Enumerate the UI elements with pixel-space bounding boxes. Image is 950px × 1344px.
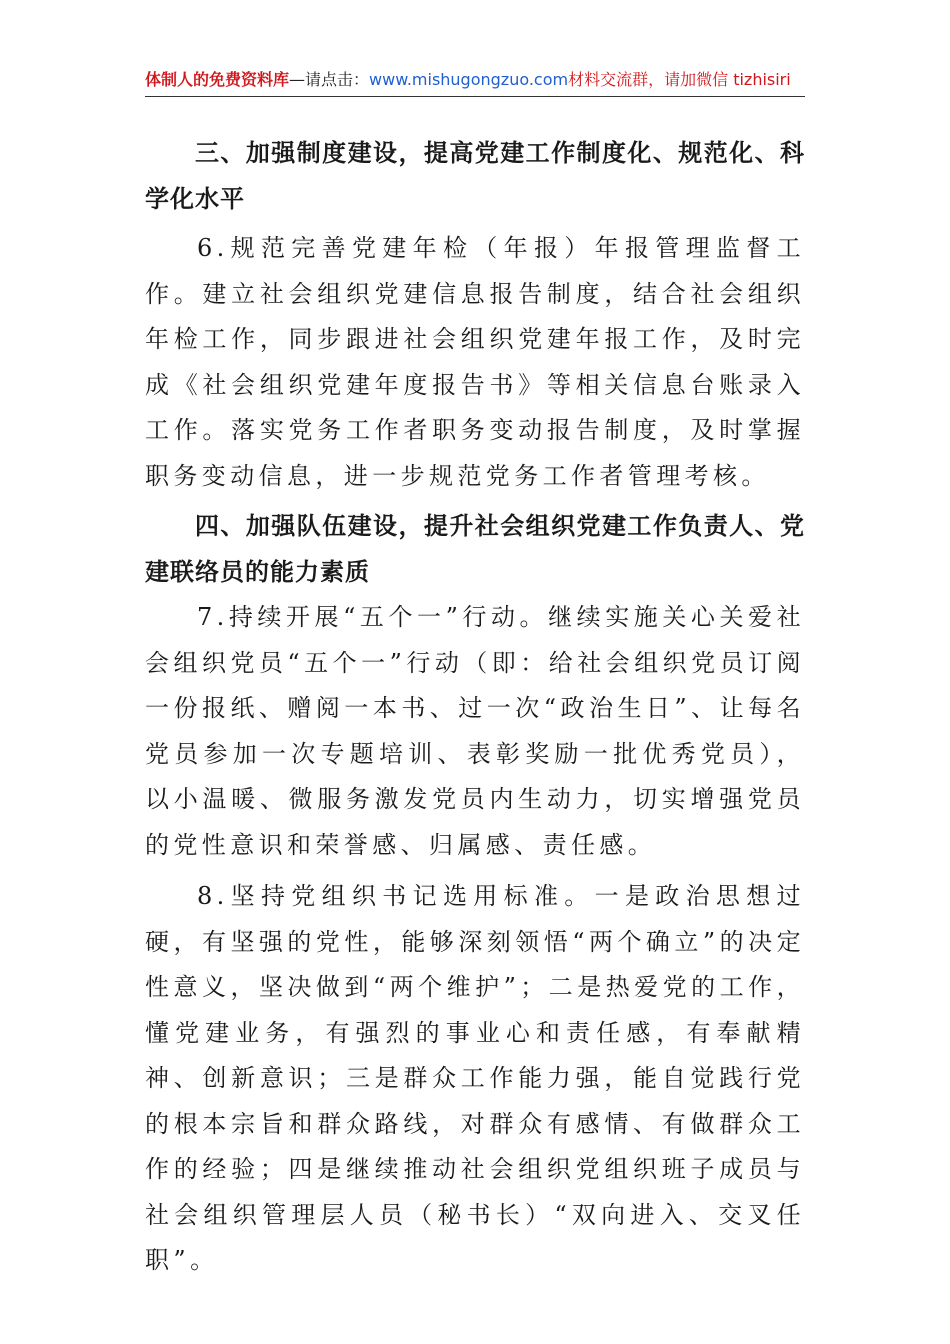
paragraph-8: 8.坚持党组织书记选用标准。一是政治思想过硬，有坚强的党性，能够深刻领悟“两个确立”的决定性意义，坚决做到“两个维护”；二是热爱党的工作，懂党建业务，有强烈的事业心和责任感，有奉献精神、创新意识；三是群众工作能力强，能自觉践行党的根本宗旨和群众路线，对群众有感情、有做群众工作的经验；四是继续推动社会组织党组织班子成员与社会组织管理层人员（秘书长）“双向进入、交叉任职”。 bbox=[145, 882, 805, 1274]
page-header bbox=[145, 66, 805, 97]
header-prompt: —请点击： bbox=[289, 70, 370, 89]
document-body bbox=[145, 130, 805, 1284]
header-contact: 材料交流群，请加微信 tizhisiri bbox=[568, 70, 791, 89]
header-brand: 体制人的免费资料库 bbox=[145, 70, 290, 89]
header-url-link[interactable]: www.mishugongzuo.com bbox=[369, 70, 569, 89]
section-heading-3: 三、加强制度建设，提高党建工作制度化、规范化、科学化水平 bbox=[145, 139, 805, 213]
paragraph-6: 6.规范完善党建年检（年报）年报管理监督工作。建立社会组织党建信息报告制度，结合社会组织年检工作，同步跟进社会组织党建年报工作，及时完成《社会组织党建年度报告书》等相关信息台账录入工作。落实党务工作者职务变动报告制度，及时掌握职务变动信息，进一步规范党务工作者管理考核。 bbox=[145, 234, 805, 490]
section-heading-4: 四、加强队伍建设，提升社会组织党建工作负责人、党建联络员的能力素质 bbox=[145, 512, 805, 586]
paragraph-7: 7.持续开展“五个一”行动。继续实施关心关爱社会组织党员“五个一”行动（即：给社会组织党员订阅一份报纸、赠阅一本书、过一次“政治生日”、让每名党员参加一次专题培训、表彰奖励一批优秀党员），以小温暖、微服务激发党员内生动力，切实增强党员的党性意识和荣誉感、归属感、责任感。 bbox=[145, 603, 805, 859]
